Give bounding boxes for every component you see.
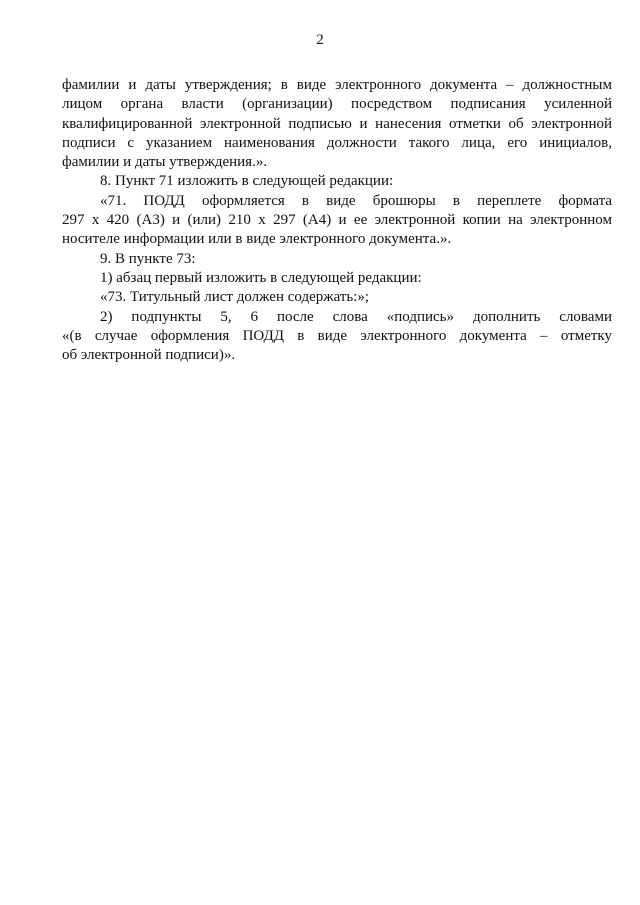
text-line: фамилии и даты утверждения.». [62, 154, 268, 171]
document-body [62, 76, 612, 365]
text-line: «(в случае оформления ПОДД в виде электронного документа – отметку [62, 327, 612, 344]
text-line: 297 x 420 (А3) и (или) 210 x 297 (А4) и ее электронной копии на электронном [62, 212, 612, 229]
paragraph-quote-73: «73. Титульный лист должен содержать:»; [100, 289, 370, 306]
text-line: «71. ПОДД оформляется в виде брошюры в переплете формата [100, 192, 612, 209]
page-number: 2 [316, 32, 324, 48]
paragraph-subitem-2 [62, 308, 612, 366]
paragraph-quote-71 [62, 192, 612, 250]
text-line: подписи с указанием наименования должности такого лица, его инициалов, [62, 134, 612, 151]
paragraph-item-8: 8. Пункт 71 изложить в следующей редакции: [100, 173, 394, 190]
text-line: квалифицированной электронной подписью и нанесения отметки об электронной [62, 115, 612, 132]
text-line: носителе информации или в виде электронного документа.». [62, 231, 452, 248]
text-line: фамилии и даты утверждения; в виде электронного документа – должностным [62, 77, 612, 93]
text-line: 2) подпункты 5, 6 после слова «подпись» дополнить словами [100, 308, 612, 325]
paragraph-continuation [62, 76, 612, 172]
text-line: об электронной подписи)». [62, 347, 236, 364]
paragraph-item-9: 9. В пункте 73: [100, 250, 196, 267]
paragraph-subitem-1: 1) абзац первый изложить в следующей редакции: [100, 269, 422, 286]
text-line: лицом органа власти (организации) посредством подписания усиленной [62, 96, 612, 113]
